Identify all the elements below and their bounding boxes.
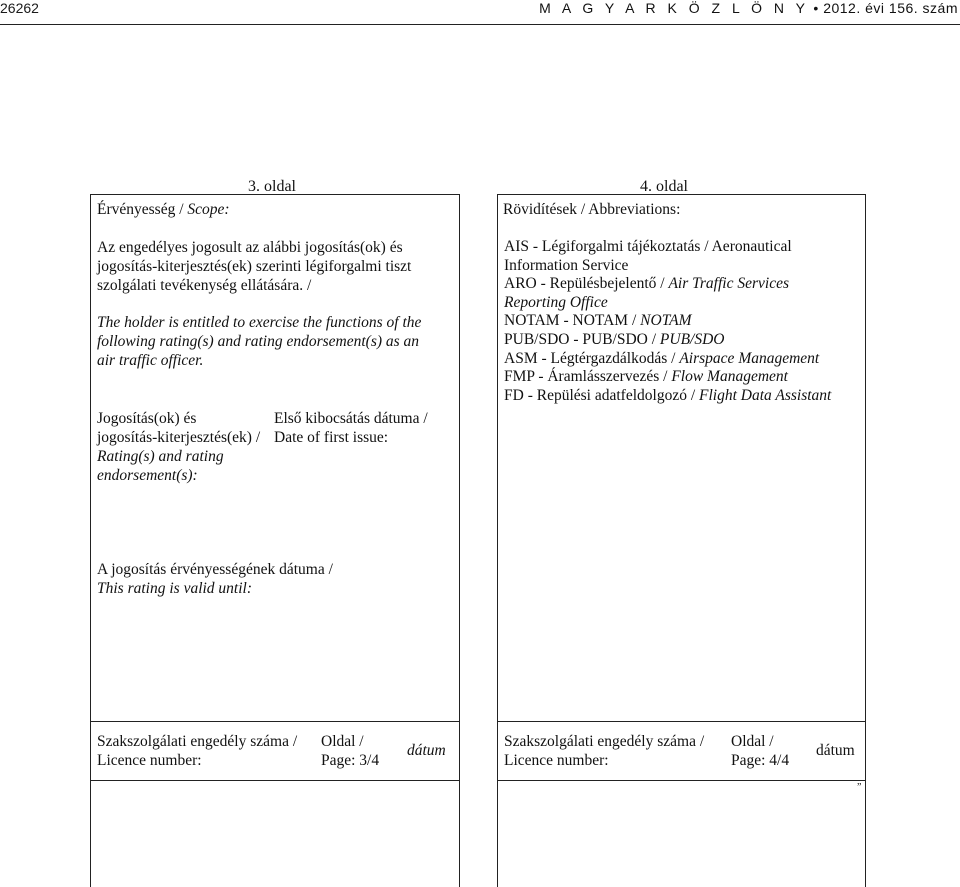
page-label-hu: Oldal / — [321, 733, 364, 750]
rating-label-line: jogosítás-kiterjesztés(ek) / — [97, 429, 261, 446]
page-3-page-label — [321, 732, 379, 770]
header-rule — [0, 24, 960, 25]
abbreviations-list — [504, 238, 831, 405]
page-label-hu: Oldal / — [731, 733, 774, 750]
issue-date-line: Első kibocsátás dátuma / — [274, 410, 428, 427]
abbreviation-line: Reporting Office — [504, 293, 608, 311]
page-4-label: 4. oldal — [640, 178, 688, 195]
scope-label — [97, 200, 230, 219]
licence-label-hu: Szakszolgálati engedély száma / — [504, 733, 705, 750]
rating-label-line: Jogosítás(ok) és — [97, 410, 197, 427]
journal-name: M A G Y A R K Ö Z L Ö N Y — [539, 0, 810, 16]
journal-title — [539, 0, 958, 16]
rating-label-line: endorsement(s): — [97, 467, 198, 484]
holder-en-line: air traffic officer. — [97, 352, 204, 369]
page-3-date-label: dátum — [407, 742, 446, 759]
page-4-date-label: dátum — [816, 742, 855, 759]
holder-hu-line: Az engedélyes jogosult az alábbi jogosítás(ok) és — [97, 239, 403, 256]
page-label-en: Page: 4/4 — [731, 752, 790, 769]
page-label-en: Page: 3/4 — [321, 752, 380, 769]
page-3-box — [90, 194, 460, 887]
licence-label-hu: Szakszolgálati engedély száma / — [97, 733, 298, 750]
rating-label — [97, 409, 260, 485]
page-4-licence-label — [504, 732, 704, 770]
abbreviation-line: FMP - Áramlásszervezés / Flow Management — [504, 368, 788, 386]
rating-label-line: Rating(s) and rating — [97, 448, 224, 465]
page-3-label: 3. oldal — [248, 178, 296, 195]
abbreviation-line: PUB/SDO - PUB/SDO / PUB/SDO — [504, 330, 725, 348]
scope-label-hu: Érvényesség / — [97, 201, 188, 218]
journal-page-number: 26262 — [0, 0, 39, 16]
corner-mark: „ — [857, 776, 862, 787]
journal-issue: • 2012. évi 156. szám — [813, 0, 958, 16]
validity-label-en: This rating is valid until: — [97, 580, 253, 597]
holder-hu-line: szolgálati tevékenység ellátására. / — [97, 277, 312, 294]
licence-label-en: Licence number: — [97, 752, 202, 769]
abbreviation-line: ASM - Légtérgazdálkodás / Airspace Management — [504, 349, 820, 367]
holder-text-en — [97, 313, 421, 370]
validity-label — [97, 560, 333, 598]
issue-date-label — [274, 409, 428, 447]
holder-en-line: following rating(s) and rating endorsement(s) as an — [97, 333, 420, 350]
holder-hu-line: jogosítás-kiterjesztés(ek) szerinti légiforgalmi tiszt — [97, 258, 412, 275]
licence-label-en: Licence number: — [504, 752, 609, 769]
abbreviation-line: NOTAM - NOTAM / NOTAM — [504, 312, 692, 330]
abbreviation-line: ARO - Repülésbejelentő / Air Traffic Services — [504, 275, 789, 293]
abbreviations-title: Rövidítések / Abbreviations: — [503, 201, 681, 218]
holder-en-line: The holder is entitled to exercise the functions of the — [97, 314, 422, 331]
holder-text-hu — [97, 238, 411, 295]
abbreviation-line: Information Service — [504, 256, 629, 274]
issue-date-line: Date of first issue: — [274, 429, 389, 446]
abbreviation-line: FD - Repülési adatfeldolgozó / Flight Data Assistant — [504, 386, 832, 404]
page-3-licence-label — [97, 732, 297, 770]
scope-label-en: Scope: — [187, 201, 230, 218]
validity-label-hu: A jogosítás érvényességének dátuma / — [97, 561, 333, 578]
abbreviation-line: AIS - Légiforgalmi tájékoztatás / Aeronautical — [504, 238, 792, 255]
page-4-page-label — [731, 732, 789, 770]
